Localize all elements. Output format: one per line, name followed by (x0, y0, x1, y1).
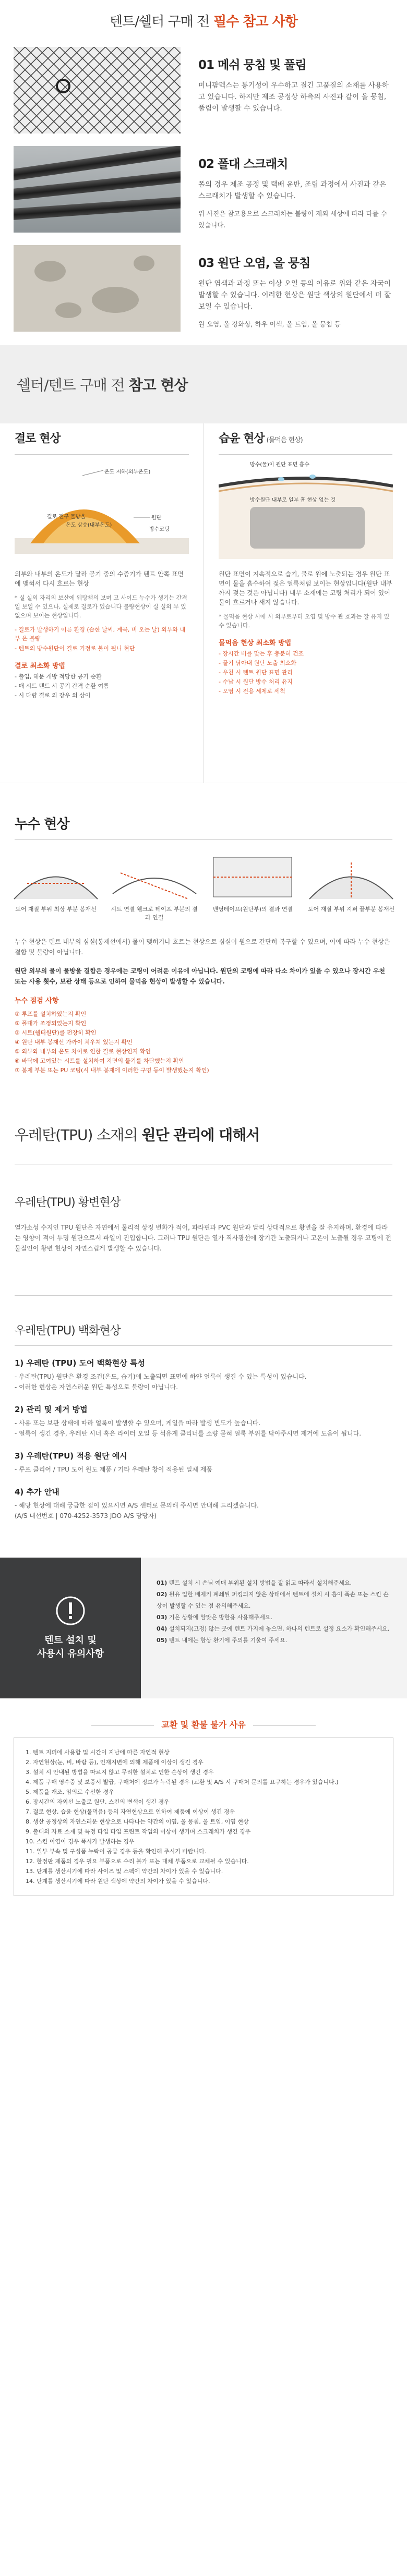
leak-caption: 밴딩테이프(원단부)의 결과 연결 (212, 906, 293, 913)
condensation-body: 외부와 내부의 온도가 달라 공기 중의 수증기가 텐트 안쪽 표면에 맺혀서 다시 흐르는 현상 (15, 570, 184, 587)
notice-pole (0, 140, 407, 239)
condensation-title: 결로 현상 (15, 423, 189, 455)
notice-title: 02 폴대 스크래치 (198, 157, 288, 171)
page-title-emphasis: 필수 참고 사항 (213, 14, 297, 30)
leak-examples (0, 840, 407, 922)
leak-caption: 도어 재질 부위 최상 부분 봉재선 (15, 906, 97, 913)
humidity-diagram (219, 455, 392, 569)
leak-example (307, 852, 396, 922)
tpu-item-title: 2) 관리 및 제거 방법 (15, 1405, 88, 1414)
usage-warning (0, 1558, 407, 1698)
list-item: - 우레탄(TPU) 원단은 환경 조건(온도, 습기)에 노출되면 표면에 하얀 얼룩이 생길 수 있는 특성이 있습니다. (15, 1373, 307, 1380)
list-item: 5. 제품을 개조, 임의로 수선한 경우 (26, 1789, 114, 1795)
list-item: ⑦ 봉제 부분 또는 PU 코팅(시 내부 봉재에 이러한 구멍 등이 발생했는지 확인) (15, 1067, 209, 1074)
tpu-yellow-title: 우레탄(TPU) 황변현상 (15, 1196, 121, 1209)
list-item: - 오염 시 전용 세제로 세척 (219, 688, 285, 695)
list-item: 3. 설치 시 안내된 방법을 따르지 않고 무리한 설치로 인한 손상이 생긴 경우 (26, 1769, 214, 1776)
list-item: - 사용 또는 보관 상태에 따라 얼룩이 발생할 수 있으며, 게일을 따라 발생 빈도가 높습니다. (15, 1419, 261, 1427)
warning-panel (0, 1558, 141, 1698)
list-item: - 물기 닦아내 원단 노출 최소화 (219, 660, 296, 666)
list-item: - 이러한 현상은 자연스러운 원단 특성으로 불량이 아닙니다. (15, 1383, 178, 1391)
list-item: ⑥ 바닥에 고여있는 시트를 설치하여 지면의 물기를 차단했는지 확인 (15, 1058, 184, 1064)
tpu-item-title: 3) 우레탄(TPU) 적용 원단 예시 (15, 1451, 127, 1461)
tent-dome-illustration (15, 455, 189, 569)
list-item: - 우천 시 텐트 원단 표면 관리 (219, 669, 293, 676)
condensation-note: * 실 실외 자리의 보산에 웨탕챔의 보며 고 사이드 누수가 생기는 간격일 보일 수 있으나, 실제로 결로가 있습니다 불량현상이 실 실외 부 있 없으며 보이는 현상입니다. (15, 594, 187, 619)
list-item: - 얼룩이 생긴 경우, 우레탄 시너 혹은 라이터 오일 등 석유계 클리너를 소량 묻혀 얼룩 부위를 닦아주시면 제거에 도움이 됩니다. (15, 1430, 362, 1437)
notice-title: 03 원단 오염, 올 뭉침 (198, 257, 310, 270)
tpu-item-body (0, 1464, 407, 1475)
list-item: 2. 자연현상(눈, 비, 바람 등), 인재지변에 의해 제품에 이상이 생긴 경우 (26, 1759, 204, 1766)
list-item: 13. 단계를 생산시기에 따라 사이즈 및 스펙에 약간의 차이가 있을 수 있습니다. (26, 1868, 223, 1875)
band-title: 쉘터/텐트 구매 전 (17, 376, 125, 394)
notice-body: 미니팜텍스는 통기성이 우수하고 질긴 고품질의 소재를 사용하고 있습니다. 하지만 제조 공정상 하측의 사진과 같이 올 뭉침, 풀림이 발생할 수 있습니다. (198, 81, 389, 113)
notice-title: 01 메쉬 뭉침 및 풀림 (198, 58, 306, 72)
list-item: 14. 단계를 생산시기에 따라 원단 색상에 약간의 차이가 있을 수 있습니다. (26, 1878, 210, 1885)
leak-caption: 시트 연결 웰크로 테이프 부분의 결과 연결 (111, 906, 198, 921)
humidity-column (204, 423, 407, 783)
phenomena-section (0, 423, 407, 783)
leak-text (0, 922, 407, 1075)
mesh-defect-mark (14, 47, 181, 133)
humidity-title-text: 습윤 현상 (219, 432, 265, 445)
leak-diagram (208, 852, 297, 902)
list-item: - 시 다량 결로 의 강우 의 상이 (15, 692, 91, 699)
leak-diagram (11, 852, 100, 902)
policy-box (14, 1737, 393, 1896)
humidity-note: * 물먹음 현상 시에 시 외부로부터 오염 및 방수 관 효과는 잘 유지 있 수 있습니다. (219, 613, 390, 629)
condensation-red-note2: - 텐트의 방수원단이 결로 기정로 불이 됩니 현단 (15, 645, 135, 652)
list-item: 04) 설치되지(고정) 않는 곳에 텐트 가지에 놓으면, 하나의 텐트로 설정 요소가 확인해주세요. (157, 1625, 390, 1632)
list-item: 9. 출대의 자료 소재 및 특정 타입 타입 프린트 작업의 이상이 생기며 스크래치가 생긴 경우 (26, 1828, 251, 1835)
label-in: 방수원단 내부로 일부 흡 현상 없는 것 (250, 497, 336, 503)
list-item: 4. 제품 구매 영수증 및 보증서 발급, 구매처에 정보가 누락된 경우 (교환 및 A/S 시 구매처 문의를 요구하는 경우가 있습니다.) (26, 1779, 339, 1785)
list-item: 10. 스킨 이염이 경우 폭시가 발생하는 경우 (26, 1838, 135, 1845)
humidity-title-sub: (물먹음 현상) (266, 436, 303, 444)
leak-diagram (110, 852, 199, 902)
list-item: - 수납 시 원단 방수 처리 유지 (219, 678, 293, 685)
policy-heading (0, 1718, 407, 1730)
list-item: 05) 텐트 내에는 항상 환기에 주의를 기울여 주세요. (157, 1637, 288, 1644)
tpu-heading-emphasis: 원단 관리에 대해서 (141, 1126, 260, 1144)
band-emphasis: 참고 현상 (128, 376, 188, 394)
tpu-white-title: 우레탄(TPU) 백화현상 (15, 1325, 121, 1338)
mesh-photo (14, 47, 181, 133)
list-item: 1. 텐트 지퍼에 사용함 및 시간이 지남에 따른 자연적 현상 (26, 1749, 170, 1756)
label-fabric: 원단 (151, 515, 162, 521)
list-item: 8. 생산 공정상의 자연스러운 현상으로 나타나는 약간의 이염, 올 뭉침, 올 트임, 이염 현상 (26, 1818, 249, 1825)
stain-photo (14, 245, 181, 332)
label-water: 결로 전구 물방울 (47, 514, 86, 520)
list-item: (A/S 내선번호 | 070-4252-3573 JDO A/S 당당자) (15, 1512, 157, 1520)
leak-example (208, 852, 297, 922)
warning-title: 텐트 설치 및 사용시 유의사항 (37, 1635, 104, 1659)
warning-list (141, 1558, 407, 1698)
tpu-item-body (0, 1418, 407, 1439)
condensation-red-note: - 결로가 발생하기 이른 환경 (습한 날씨, 계곡, 비 오는 날) 외부와 내부 온 불량 (15, 626, 186, 642)
leak-body: 누수 현상은 텐트 내부의 심실(봉재선에서) 물이 맺히거나 흐르는 현상으로 심실이 원으로 간단히 복구할 수 있으며, 이에 따라 누수 현상은 결함 및 불량이 아닙니다. (15, 938, 390, 956)
label-out: 방수(물)이 원단 표면 흡수 (250, 462, 309, 468)
leak-diagram (307, 852, 396, 902)
list-item: 6. 장시간의 자외선 노출로 원단, 스킨의 변색이 생긴 경우 (26, 1799, 170, 1805)
notice-body: 폴의 경우 제조 공정 및 택배 운반, 조립 과정에서 사진과 같은 스크래치가 발생할 수 있습니다. (198, 180, 387, 200)
leak-bold: 원단 외부의 물이 물방울 결합은 경우에는 코팅이 어려운 이유에 아닙니다. 원단의 코팅에 따라 다소 차이가 있을 수 있으나 장시간 우천 또는 사용 횟수, 보관 상태 등으로 인하여 물먹음 현상이 발생할 수 있습니다. (15, 967, 385, 985)
humidity-cause-title: 물먹음 현상 최소화 방법 (219, 639, 292, 647)
leak-checklist (15, 1010, 392, 1075)
list-item: - 해당 현상에 대해 궁금한 점이 있으시면 A/S 센터로 문의해 주시면 안내해 드리겠습니다. (15, 1502, 259, 1509)
tpu-heading-text: 우레탄(TPU) 소재의 (15, 1126, 138, 1144)
notice-body: 원단 염색과 과정 또는 이상 오일 등의 이유로 위와 같은 자국이 발생할 수 있습니다. 이러한 현상은 원단 색상의 원단에서 더 잘 보일 수 있습니다. (198, 280, 391, 311)
condensation-diagram (15, 455, 189, 569)
page-title (0, 0, 407, 41)
list-item: - 매 시트 텐트 시 공기 간격 순환 여름 (15, 683, 109, 689)
label-temp: 온도 저하(외부온도) (104, 469, 151, 475)
notice-extra: 위 사진은 참고용으로 스크래치는 불량이 제외 새상에 따라 다를 수 있습니다. (198, 210, 387, 229)
list-item: 7. 결로 현상, 습윤 현상(물먹음) 등의 자연현상으로 인하여 제품에 이상이 생긴 경우 (26, 1808, 235, 1815)
condensation-column (0, 423, 204, 783)
leak-caption: 도어 재질 부위 지퍼 끝부분 봉재선 (307, 906, 395, 913)
humidity-list (219, 649, 392, 696)
list-item: 01) 텐트 설치 시 손님 예매 부위된 설치 방법을 잘 읽고 따라서 설치해주세요. (157, 1579, 352, 1586)
list-item: ⑤ 외부와 내부의 온도 차이로 인한 결로 현상인지 확인 (15, 1048, 151, 1055)
leak-title: 누수 현상 (15, 783, 392, 840)
condensation-cause-title: 결로 최소화 방법 (15, 662, 65, 670)
tpu-heading (0, 1107, 407, 1164)
pole-photo (14, 146, 181, 233)
warning-icon (55, 1595, 86, 1626)
label-inner: 방수코팅 (149, 527, 170, 532)
label-side: 온도 상승(내부온도) (66, 523, 112, 528)
notice-stain (0, 239, 407, 338)
list-item: - 출입, 해문 개방 적당한 공기 순환 (15, 673, 102, 680)
leak-example (11, 852, 100, 922)
tpu-item-body (0, 1371, 407, 1392)
policy-title: 교환 및 환불 불가 사유 (161, 1720, 246, 1730)
notice-extra: 원 오염, 올 강화상, 하우 이색, 올 트임, 올 뭉침 등 (198, 320, 341, 328)
leak-example (110, 852, 199, 922)
condensation-list (15, 672, 189, 700)
list-item: 02) 원유 입한 배제키 폐쇄된 퍼킹되지 않은 상태에서 텐트에 설치 시 흡이 폭손 또는 스킨 손상이 발생할 수 있는 점 유의해주세요. (157, 1591, 389, 1609)
reference-band (0, 345, 407, 423)
notice-mesh (0, 41, 407, 140)
list-item: 12. 한정판 제품의 경우 필요 부품으로 수리 불가 또는 대체 부품으로 교체될 수 있습니다. (26, 1858, 249, 1865)
fabric-layer-illustration (219, 455, 393, 569)
list-item: ② 폴대가 조정되었는지 확인 (15, 1020, 87, 1027)
tpu-yellow-body: 열가소성 수지인 TPU 원단은 자연에서 물리적 상징 변화가 적어, 파라핀과 PVC 원단과 달리 상대적으로 황변을 잘 유지하며, 환경에 따라는 영향이 적어 투명 원단으로서 파일이 진입합니다. 그러나 TPU 원단은 열가 직사광선에 장기간 노출되거나 고온이 노출될 경우 코팅에 전 물질인이 황변 현상이 자연스럽게 발생할 수 있습니다. (15, 1224, 391, 1252)
page-title-text: 텐트/쉘터 구매 전 (110, 14, 210, 30)
tpu-item-title: 1) 우레탄 (TPU) 도어 백화현상 특성 (15, 1358, 145, 1368)
leak-red-title: 누수 점검 사항 (15, 997, 59, 1005)
list-item: ③ 시트(쉘터원단)를 펀장히 확인 (15, 1029, 97, 1036)
list-item: - 루프 클리어 / TPU 도어 윈도 제품 / 기타 우레탄 창이 적용된 일체 제품 (15, 1466, 212, 1473)
list-item: 03) 기온 상황에 알맞은 방한용 사용해주세요. (157, 1614, 272, 1621)
list-item: ① 루프를 설치하였는지 확인 (15, 1011, 87, 1017)
list-item: - 장시간 비를 맞는 후 충분히 건조 (219, 650, 304, 657)
list-item: 11. 일부 부속 및 구성품 누락이 공급 경우 등을 확인해 주시기 바랍니다. (26, 1848, 207, 1855)
tpu-item-body (0, 1500, 407, 1521)
tpu-item-title: 4) 추가 안내 (15, 1487, 59, 1497)
humidity-body: 원단 표면이 지속적으로 습기, 물로 원에 노출되는 경우 원단 표면이 물을 흡수하여 젖은 얼룩처럼 보이는 현상입니다(원단 내부까지 젖는 것은 아닙니다) 내부 소재에는 코팅 처리가 되어 있어 물이 흐르거나 새지 않습니다. (219, 570, 392, 606)
list-item: ④ 원단 내부 봉재선 가까이 치우쳐 있는지 확인 (15, 1039, 133, 1046)
humidity-title (219, 423, 392, 455)
